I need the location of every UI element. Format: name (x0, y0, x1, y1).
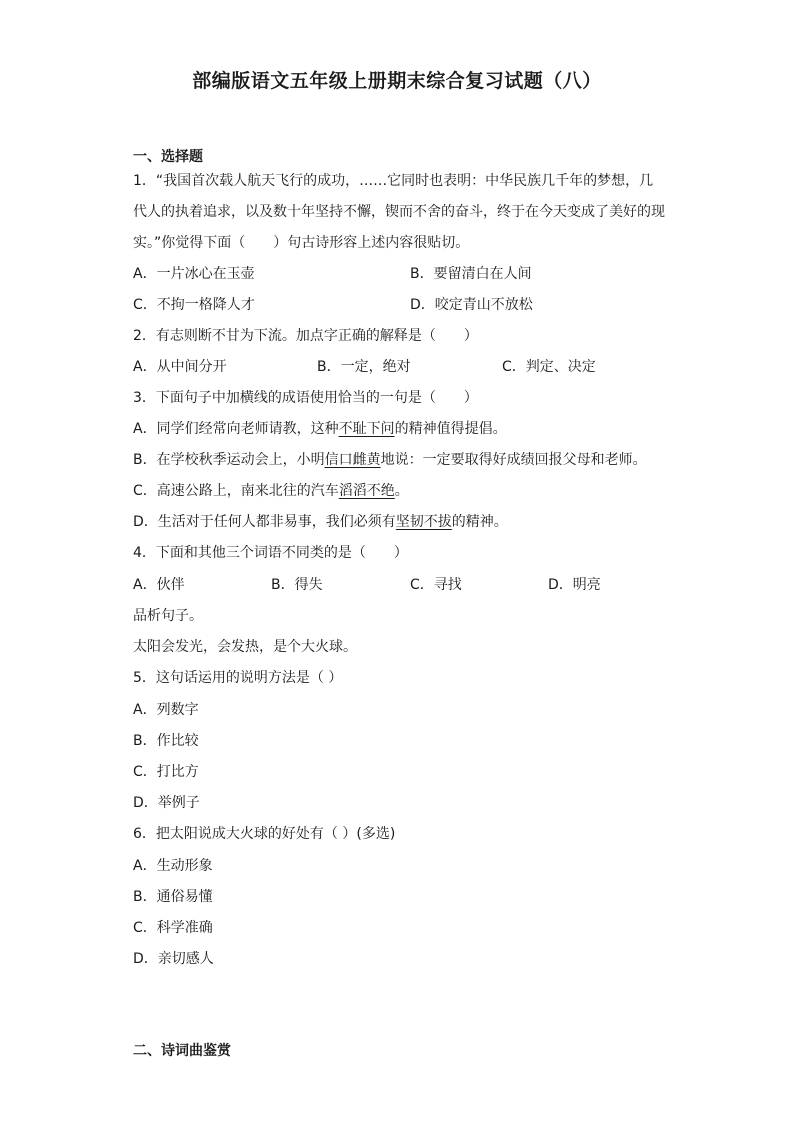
section-heading-choice: 一、选择题 (133, 149, 203, 165)
q3-option-c-idiom: 滔滔不绝 (338, 483, 395, 499)
q6-stem: 6．把太阳说成大火球的好处有（ ）(多选) (133, 826, 396, 842)
q3-option-b-idiom: 信口雌黄 (324, 452, 381, 468)
q1-option-b: B．要留清白在人间 (410, 266, 532, 282)
page-title: 部编版语文五年级上册期末综合复习试题（八） (192, 70, 602, 92)
q4-option-a: A．伙伴 (133, 577, 185, 593)
q3-option-b-pre: B．在学校秋季运动会上，小明 (133, 452, 325, 468)
q1-stem-line-3: 实。”你觉得下面（ ）句古诗形容上述内容很贴切。 (133, 235, 470, 251)
q4-stem: 4．下面和其他三个词语不同类的是（ ） (133, 545, 408, 561)
q6-option-b: B．通俗易懂 (133, 889, 213, 905)
passage-sentence: 太阳会发光，会发热，是个大火球。 (133, 639, 357, 655)
q1-option-d: D．咬定青山不放松 (410, 297, 533, 313)
q3-option-d (133, 513, 508, 531)
q3-stem: 3．下面句子中加横线的成语使用恰当的一句是（ ） (133, 390, 478, 406)
q3-option-d-idiom: 坚韧不拔 (395, 514, 452, 530)
q1-stem-line-1: 1．“我国首次载人航天飞行的成功，……它同时也表明：中华民族几千年的梦想，几 (133, 173, 654, 189)
q5-option-c: C．打比方 (133, 764, 199, 780)
q1-option-a: A．一片冰心在玉壶 (133, 266, 255, 282)
q3-option-c-post: 。 (394, 483, 409, 499)
q3-option-b-post: 地说：一定要取得好成绩回报父母和老师。 (380, 452, 647, 468)
q5-stem: 5．这句话运用的说明方法是（ ） (133, 670, 343, 686)
q1-stem-line-2: 代人的执着追求，以及数十年坚持不懈，锲而不舍的奋斗，终于在今天变成了美好的现 (133, 204, 665, 220)
q5-option-d: D．举例子 (133, 795, 200, 811)
q4-option-d: D．明亮 (548, 577, 601, 593)
q3-option-a-idiom: 不耻下问 (338, 421, 395, 437)
q3-option-c (133, 482, 409, 500)
q3-option-c-pre: C．高速公路上，南来北往的汽车 (133, 483, 339, 499)
q4-option-b: B．得失 (271, 577, 323, 593)
q2-stem: 2．有志则断不甘为下流。加点字正确的解释是（ ） (133, 328, 478, 344)
q2-option-c: C．判定、决定 (502, 359, 596, 375)
q2-option-a: A．从中间分开 (133, 359, 227, 375)
q5-option-a: A．列数字 (133, 702, 199, 718)
q3-option-b (133, 451, 647, 469)
q6-option-d: D．亲切感人 (133, 951, 214, 967)
passage-intro: 品析句子。 (133, 608, 203, 624)
q5-option-b: B．作比较 (133, 733, 199, 749)
q4-option-c: C．寻找 (410, 577, 462, 593)
q2-option-b: B．一定，绝对 (317, 359, 411, 375)
q3-option-d-pre: D．生活对于任何人都非易事，我们必须有 (133, 514, 396, 530)
q3-option-d-post: 的精神。 (451, 514, 508, 530)
q6-option-a: A．生动形象 (133, 858, 213, 874)
section-heading-poetry: 二、诗词曲鉴赏 (133, 1043, 231, 1059)
q3-option-a-pre: A．同学们经常向老师请教，这种 (133, 421, 339, 437)
q1-option-c: C．不拘一格降人才 (133, 297, 255, 313)
q3-option-a (133, 420, 507, 438)
q6-option-c: C．科学准确 (133, 920, 213, 936)
q3-option-a-post: 的精神值得提倡。 (394, 421, 507, 437)
